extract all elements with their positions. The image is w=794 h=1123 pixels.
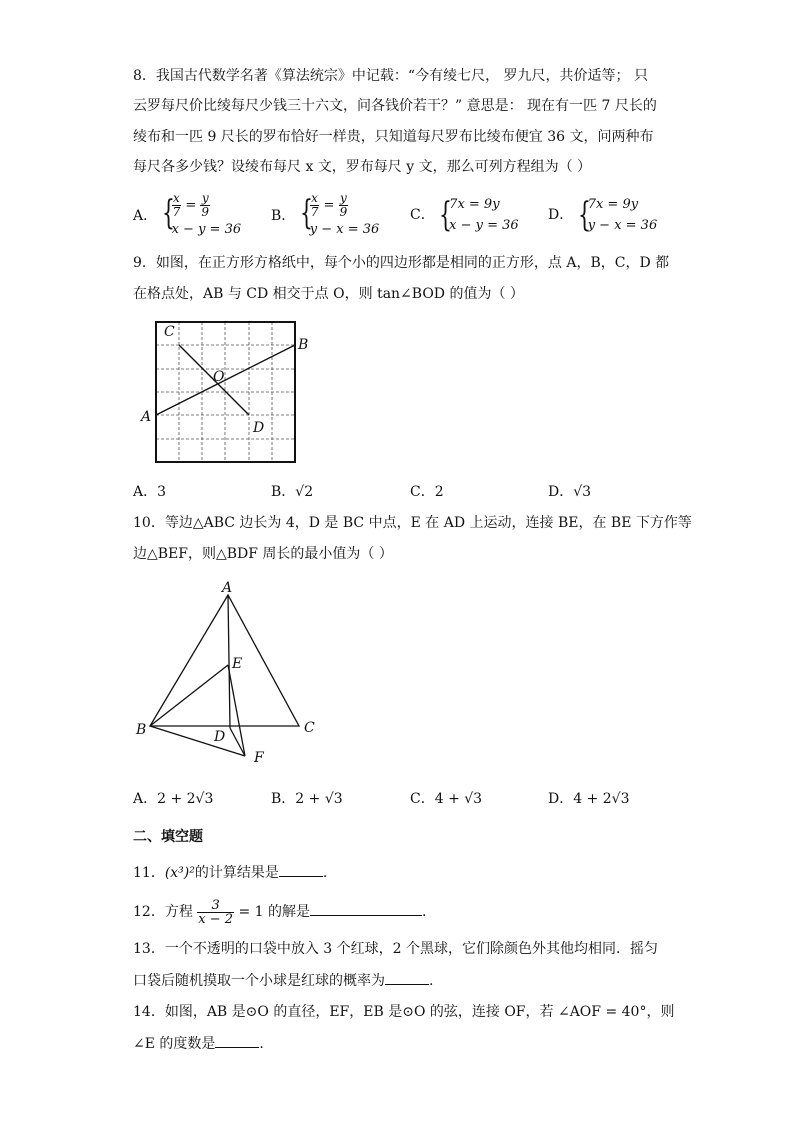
option-label: A．: [133, 208, 158, 224]
option-value: √3: [573, 484, 592, 500]
fraction: [200, 192, 210, 219]
period: .: [259, 1036, 264, 1052]
q9-line-2: 在格点处，AB 与 CD 相交于点 O，则 tan∠BOD 的值为（ ）: [133, 286, 524, 302]
numerator: x: [311, 191, 318, 205]
period: .: [429, 973, 434, 989]
point-label-b: B: [298, 337, 309, 353]
segment-ad: [228, 595, 230, 728]
option-label: B．: [271, 484, 296, 500]
section-title: 二、填空题: [133, 829, 203, 845]
expression: (x³)²: [164, 865, 195, 881]
equation-row-2: y − x = 36: [309, 222, 380, 237]
point-label-c: C: [304, 720, 315, 736]
brace-icon: {: [299, 193, 313, 233]
q8-line-1: 8．我国古代数学名著《算法统宗》中记载：“今有绫七尺， 罗九尺，共价适等； 只: [133, 68, 648, 84]
option-label: D．: [548, 484, 574, 500]
q10-line-1: 10．等边△ABC 边长为 4，D 是 BC 中点，E 在 AD 上运动，连接 BE，在 BE 下方作等: [133, 515, 692, 531]
numerator: x: [173, 191, 180, 205]
denominator: 7: [310, 205, 319, 219]
answer-blank[interactable]: [215, 1033, 259, 1048]
q11-line: [133, 862, 327, 883]
question-text: 的计算结果是: [194, 865, 279, 881]
q8-option-a[interactable]: [133, 192, 241, 240]
triangle-abc: [150, 595, 299, 726]
brace-icon: {: [577, 195, 591, 235]
option-label: C．: [410, 207, 435, 223]
point-label-o: O: [213, 369, 225, 385]
q8-line-3: 绫布和一匹 9 尺长的罗布恰好一样贵，只知道每尺罗布比绫布便宜 36 文，问两种布: [133, 129, 654, 145]
equation-row-1: [310, 192, 380, 219]
q8-option-d[interactable]: [548, 194, 657, 236]
fraction: [339, 192, 349, 219]
q8-line-2: 云罗每尺价比绫每尺少钱三十六文，问各钱价若干？” 意思是： 现在有一匹 7 尺长的: [133, 98, 657, 114]
segment-be: [150, 665, 228, 726]
equation-system: [300, 192, 380, 240]
equation-row-2: x − y = 36: [449, 218, 519, 233]
option-label: D．: [548, 207, 574, 223]
q12-line: [133, 898, 427, 926]
q14-line-1: 14．如图，AB 是⊙O 的直径，EF，EB 是⊙O 的弦，连接 OF，若 ∠AOF = 40°，则: [133, 1004, 675, 1020]
answer-blank[interactable]: [279, 862, 323, 877]
point-label-c: C: [164, 324, 175, 340]
equals-sign: =: [185, 198, 197, 213]
equation-system: [439, 194, 519, 236]
q8-option-b[interactable]: [271, 192, 379, 240]
answer-blank[interactable]: [385, 970, 429, 985]
q9-option-c[interactable]: C．2: [410, 484, 444, 500]
point-label-e: E: [232, 656, 243, 672]
option-label: B．: [271, 208, 296, 224]
q8-option-c[interactable]: [410, 194, 519, 236]
equation-row-1: 7x = 9y: [449, 197, 500, 212]
question-text: 12．方程: [133, 904, 193, 920]
denominator: x − 2: [198, 911, 234, 927]
q9-option-d[interactable]: [548, 482, 591, 502]
point-label-a: A: [141, 409, 152, 425]
q13-line-1: 13．一个不透明的口袋中放入 3 个红球，2 个黑球，它们除颜色外其他均相同．摇匀: [133, 941, 658, 957]
q10-line-2: 边△BEF，则△BDF 周长的最小值为（ ）: [133, 546, 393, 562]
q10-option-a[interactable]: A．2 + 2√3: [133, 791, 214, 807]
segment-ef: [228, 665, 245, 756]
q10-option-c[interactable]: C．4 + √3: [410, 791, 483, 807]
q10-option-d[interactable]: D．4 + 2√3: [548, 791, 630, 807]
denominator: 7: [172, 205, 181, 219]
point-label-d: D: [253, 420, 265, 436]
answer-blank[interactable]: [310, 901, 422, 916]
question-text: = 1 的解是: [238, 904, 311, 920]
fraction: [197, 899, 234, 926]
numerator: y: [340, 191, 347, 205]
q8-line-4: 每尺各多少钱？设绫布每尺 x 文，罗布每尺 y 文，那么可列方程组为（ ）: [133, 159, 592, 175]
brace-icon: {: [161, 193, 175, 233]
q9-option-b[interactable]: [271, 482, 313, 502]
q9-option-a[interactable]: A．3: [133, 484, 167, 500]
question-text: ∠E 的度数是: [133, 1036, 216, 1052]
q9-line-1: 9．如图，在正方形方格纸中，每个小的四边形都是相同的正方形，点 A，B，C，D 都: [133, 255, 670, 271]
brace-icon: {: [439, 195, 453, 235]
q13-line-2: [133, 970, 433, 991]
q10-option-b[interactable]: B．2 + √3: [271, 791, 343, 807]
numerator: 3: [197, 899, 234, 913]
equation-system: [162, 192, 242, 240]
numerator: y: [201, 191, 209, 205]
point-label-f: F: [254, 750, 264, 766]
q10-triangle-figure: [133, 578, 333, 773]
denominator: 9: [339, 205, 348, 219]
equation-system: [578, 194, 658, 236]
point-label-d: D: [214, 729, 226, 745]
question-number: 11．: [133, 865, 165, 881]
point-label-b: B: [136, 722, 147, 738]
equation-row-1: [172, 192, 242, 219]
equation-row-2: x − y = 36: [171, 222, 242, 237]
equals-sign: =: [323, 198, 335, 213]
equation-row-1: 7x = 9y: [587, 197, 639, 212]
period: .: [422, 904, 427, 920]
option-value: √2: [295, 484, 314, 500]
q14-line-2: [133, 1033, 264, 1054]
denominator: 9: [201, 205, 210, 219]
q9-grid-figure: [133, 315, 313, 470]
point-label-a: A: [222, 580, 233, 596]
question-text: 口袋后随机摸取一个小球是红球的概率为: [133, 973, 385, 989]
equation-row-2: y − x = 36: [587, 218, 658, 233]
segment-ab: [156, 345, 295, 415]
period: .: [322, 865, 328, 881]
